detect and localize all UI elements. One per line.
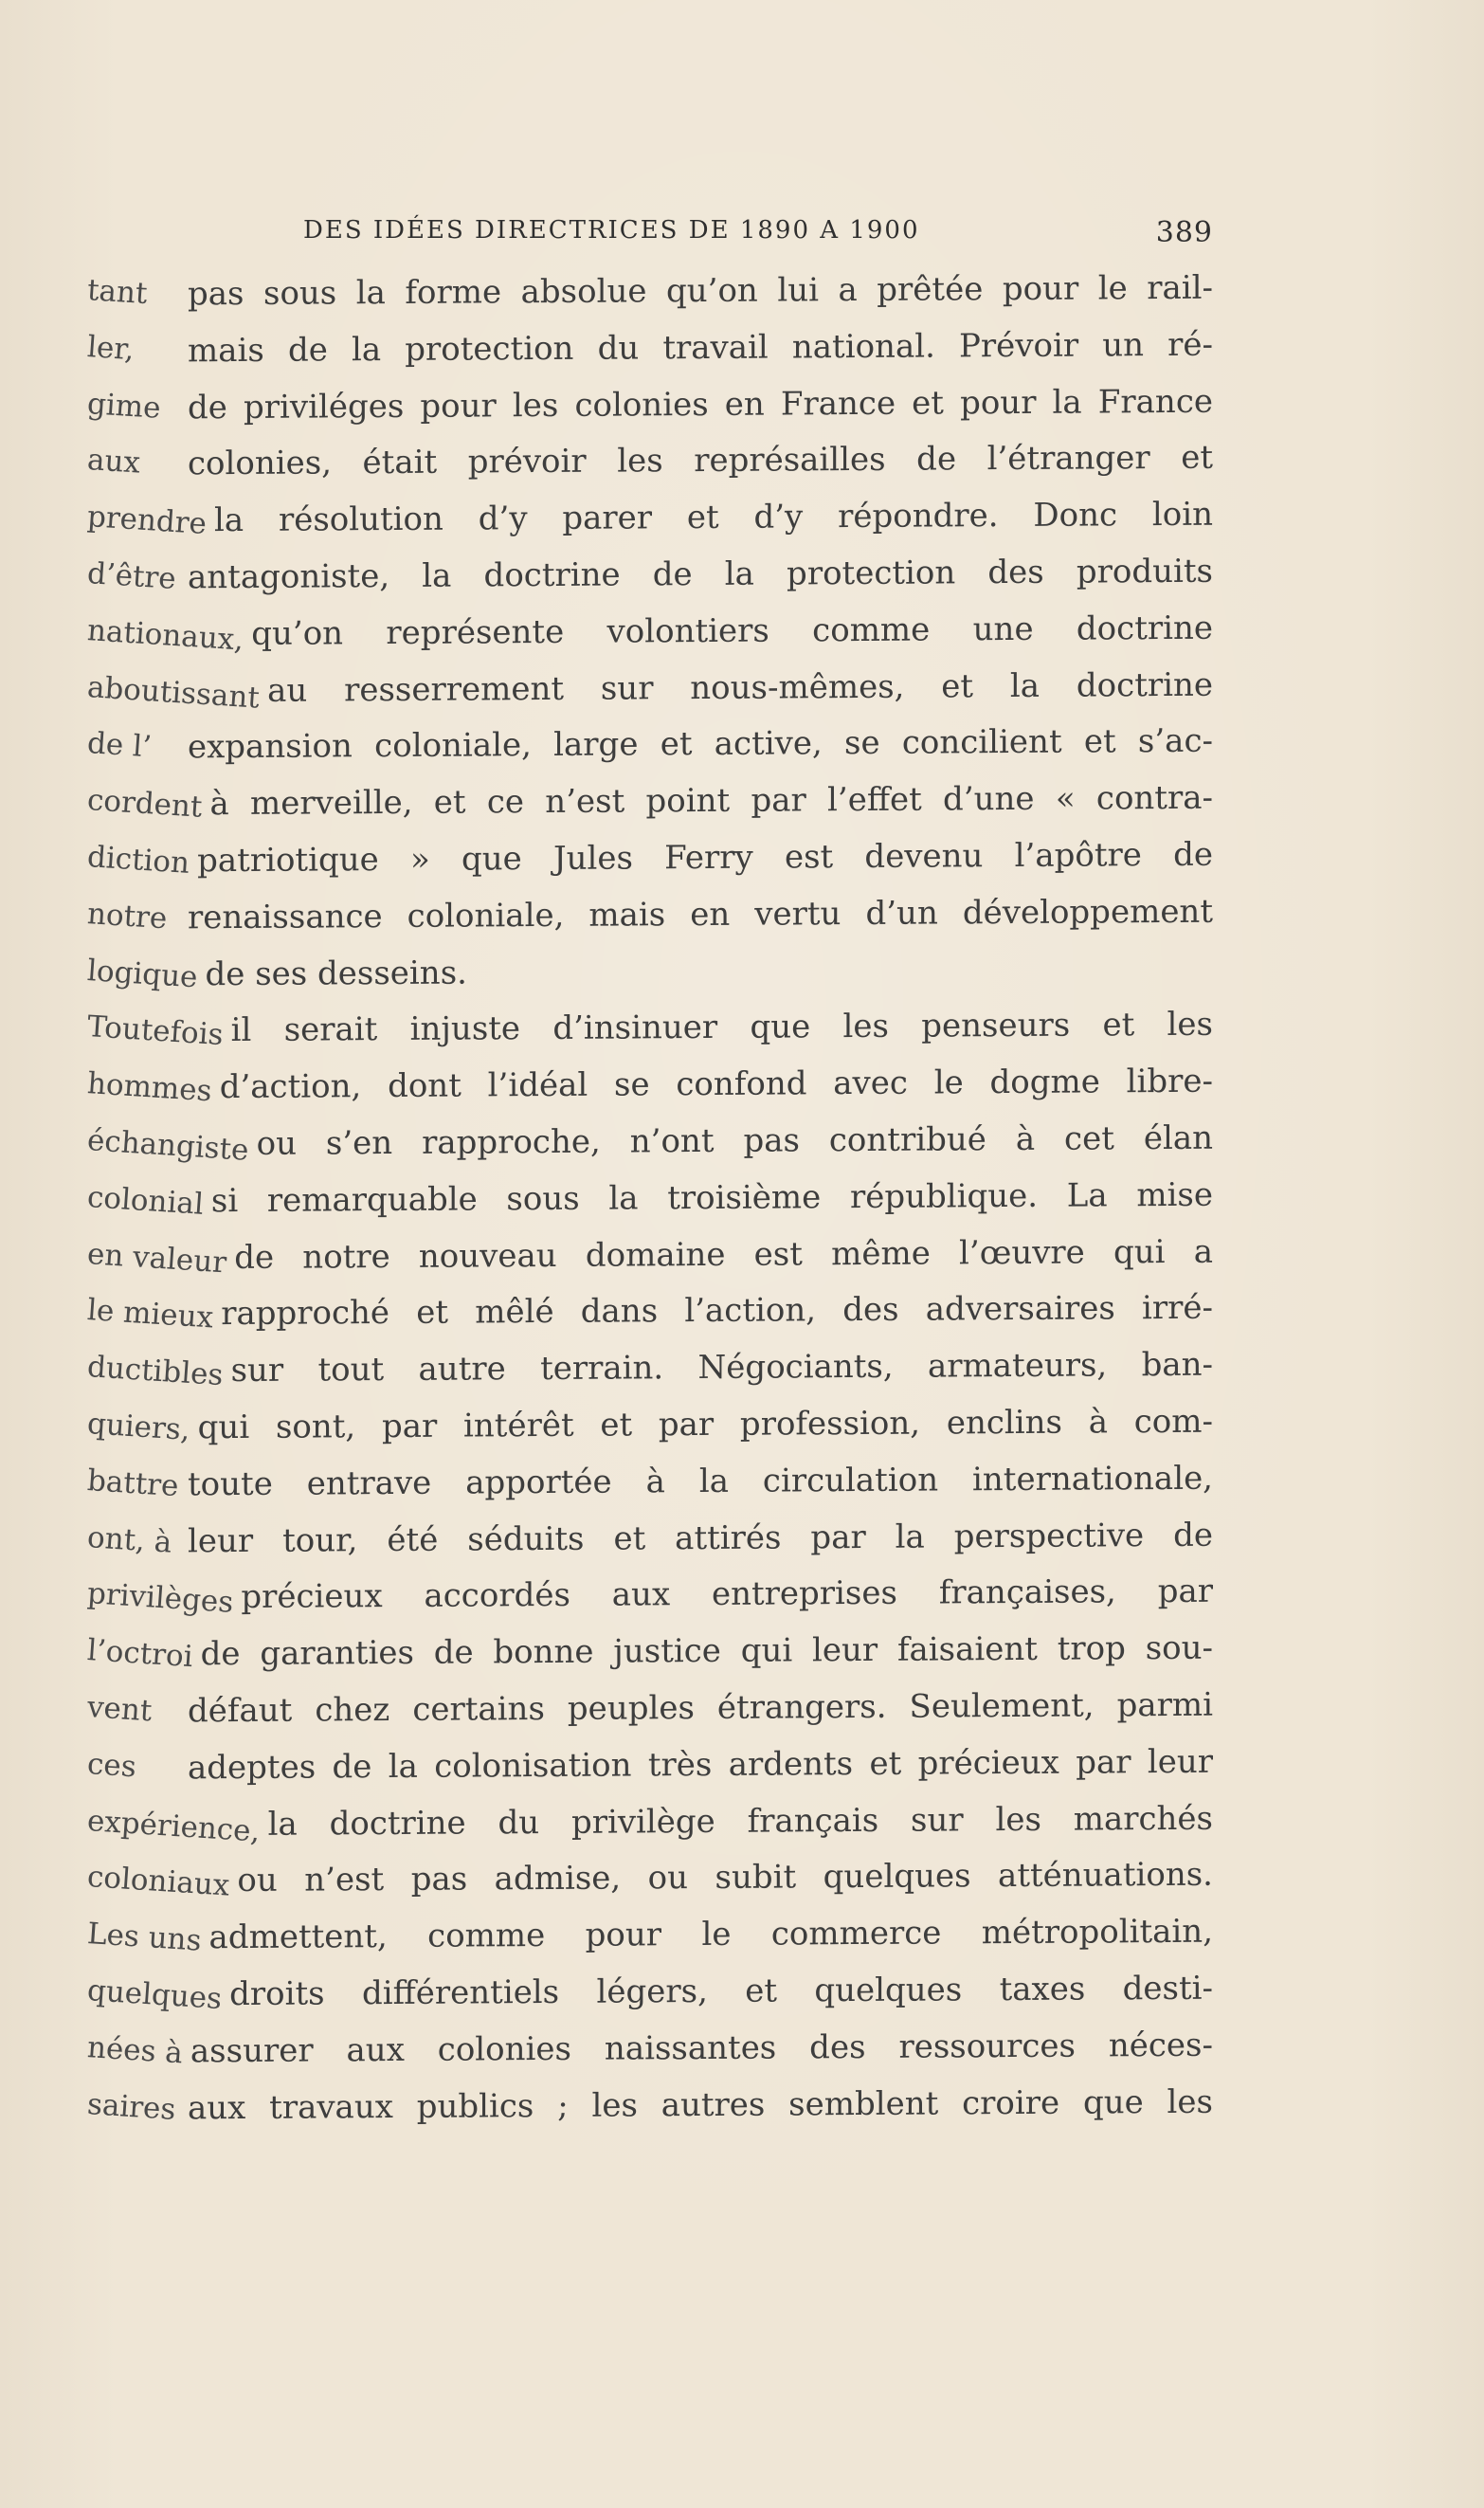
line-margin-text: nationaux, [85, 612, 245, 658]
line-text: précieux accordés aux entreprises françaises, par [241, 1572, 1213, 1617]
line-text: renaissance coloniale, mais en vertu d’un développement [188, 892, 1213, 937]
line-text: sur tout autre terrain. Négociants, armateurs, ban- [230, 1345, 1213, 1390]
line-text: rapproché et mêlé dans l’action, des adversaires irré- [221, 1289, 1213, 1334]
line-text: antagoniste, la doctrine de la protection des produits [188, 552, 1213, 597]
line-text: colonies, était prévoir les représailles de l’étranger et [188, 439, 1213, 483]
line-text: défaut chez certains peuples étrangers. Seulement, parmi [188, 1685, 1213, 1731]
running-header [303, 209, 1213, 260]
text-line [85, 1904, 1213, 1968]
line-text: expansion coloniale, large et active, se concilient et s’ac- [188, 722, 1213, 767]
line-text: leur tour, été séduits et attirés par la perspective de [188, 1516, 1213, 1560]
line-margin-text: prendre [85, 500, 208, 542]
line-margin-text: diction [85, 840, 191, 881]
line-margin-text: saires [85, 2086, 177, 2127]
text-line [85, 487, 1213, 551]
line-margin-text: ductibles [85, 1350, 225, 1393]
text-line [85, 1734, 1213, 1797]
line-text: patriotique » que Jules Ferry est devenu l’apôtre de [197, 835, 1213, 881]
line-text: aux travaux publics ; les autres semblent croire que les [188, 2082, 1213, 2127]
line-margin-text: d’être [85, 556, 177, 596]
line-margin-text: Toutefois [85, 1009, 225, 1053]
line-margin-text: en valeur [85, 1236, 228, 1280]
text-line [85, 1450, 1213, 1514]
line-margin-text: l’octroi [85, 1633, 194, 1675]
text-line [85, 883, 1213, 947]
line-margin-text: gime [85, 386, 162, 426]
text-line [85, 714, 1213, 777]
text-line [85, 601, 1213, 664]
line-margin-text: logique [85, 953, 199, 995]
text-line [85, 940, 1213, 1004]
line-margin-text: coloniaux [85, 1860, 231, 1903]
text-line [85, 1394, 1213, 1458]
text-line [85, 2017, 1213, 2081]
line-text: adeptes de la colonisation très ardents et précieux par leur [188, 1742, 1213, 1788]
line-text: d’action, dont l’idéal se confond avec le dogme libre- [219, 1062, 1213, 1107]
line-text: qu’on représente volontiers comme une doctrine [251, 609, 1213, 653]
line-margin-text: tant [85, 273, 149, 312]
line-text: admettent, comme pour le commerce métropolitain, [208, 1912, 1213, 1957]
text-line [85, 318, 1213, 381]
line-margin-text: nées à [85, 2029, 185, 2071]
line-margin-text: échangiste [85, 1123, 250, 1168]
text-line [85, 373, 1213, 437]
line-text: de ses desseins. [205, 954, 467, 993]
line-margin-text: expérience, [85, 1803, 262, 1849]
text-line [85, 430, 1213, 494]
line-text: si remarquable sous la troisième république. La mise [210, 1175, 1213, 1220]
line-margin-text: le mieux [85, 1293, 215, 1336]
header-title: DES IDÉES DIRECTRICES DE 1890 A 1900 [303, 216, 920, 245]
text-line [85, 1167, 1213, 1230]
body-text [85, 261, 1213, 2138]
text-line [85, 1790, 1213, 1854]
line-margin-text: de l’ [85, 726, 154, 765]
line-text: assurer aux colonies naissantes des ressources néces- [190, 2026, 1213, 2071]
line-margin-text: battre [85, 1463, 180, 1503]
text-line [85, 997, 1213, 1061]
line-text: ou n’est pas admise, ou subit quelques atténuations. [237, 1856, 1213, 1900]
text-line [85, 544, 1213, 608]
line-margin-text: quelques [85, 1973, 224, 2016]
line-margin-text: ont, à [85, 1519, 173, 1560]
line-margin-text: aux [85, 443, 142, 481]
line-text: droits différentiels légers, et quelques taxes desti- [229, 1969, 1213, 2013]
text-line [85, 657, 1213, 720]
text-line [85, 261, 1213, 324]
line-text: pas sous la forme absolue qu’on lui a prêtée pour le rail- [188, 268, 1213, 314]
text-line [85, 2074, 1213, 2137]
line-margin-text: colonial [85, 1179, 205, 1222]
text-line [85, 1847, 1213, 1911]
line-margin-text: hommes [85, 1066, 213, 1109]
text-line [85, 1564, 1213, 1627]
line-margin-text: Les uns [85, 1917, 203, 1958]
line-margin-text: ler, [85, 329, 136, 367]
line-margin-text: notre [85, 896, 169, 936]
text-line [85, 1054, 1213, 1118]
text-line [85, 1678, 1213, 1741]
page-number: 389 [1155, 216, 1213, 249]
line-text: de garanties de bonne justice qui leur faisaient trop sou- [200, 1628, 1213, 1674]
line-text: mais de la protection du travail national. Prévoir un ré- [188, 325, 1213, 371]
line-text: de priviléges pour les colonies en France et pour la France [188, 382, 1213, 427]
line-margin-text: vent [85, 1690, 154, 1729]
line-text: de notre nouveau domaine est même l’œuvre qui a [234, 1232, 1213, 1277]
line-text: ou s’en rapproche, n’ont pas contribué à cet élan [256, 1118, 1213, 1163]
text-line [85, 1224, 1213, 1287]
text-line [85, 1507, 1213, 1571]
line-margin-text: cordent [85, 783, 204, 825]
line-text: la doctrine du privilège français sur les marchés [267, 1799, 1213, 1844]
text-line [85, 1337, 1213, 1401]
line-text: au resserrement sur nous-mêmes, et la doctrine [267, 665, 1213, 710]
text-line [85, 771, 1213, 834]
line-margin-text: privilèges [85, 1576, 235, 1621]
line-text: qui sont, par intérêt et par profession, enclins à com- [197, 1402, 1213, 1447]
line-text: la résolution d’y parer et d’y répondre. Donc loin [213, 495, 1213, 540]
line-text: toute entrave apportée à la circulation internationale, [188, 1459, 1213, 1504]
line-text: il serait injuste d’insinuer que les penseurs et les [230, 1006, 1213, 1050]
text-line [85, 1961, 1213, 2025]
line-margin-text: quiers, [85, 1407, 191, 1447]
text-line [85, 827, 1213, 891]
line-margin-text: ces [85, 1746, 137, 1785]
text-line [85, 1281, 1213, 1344]
line-text: à merveille, et ce n’est point par l’effet d’une « contra- [209, 778, 1213, 824]
text-line [85, 1111, 1213, 1174]
text-line [85, 1621, 1213, 1684]
line-margin-text: aboutissant [85, 669, 262, 716]
